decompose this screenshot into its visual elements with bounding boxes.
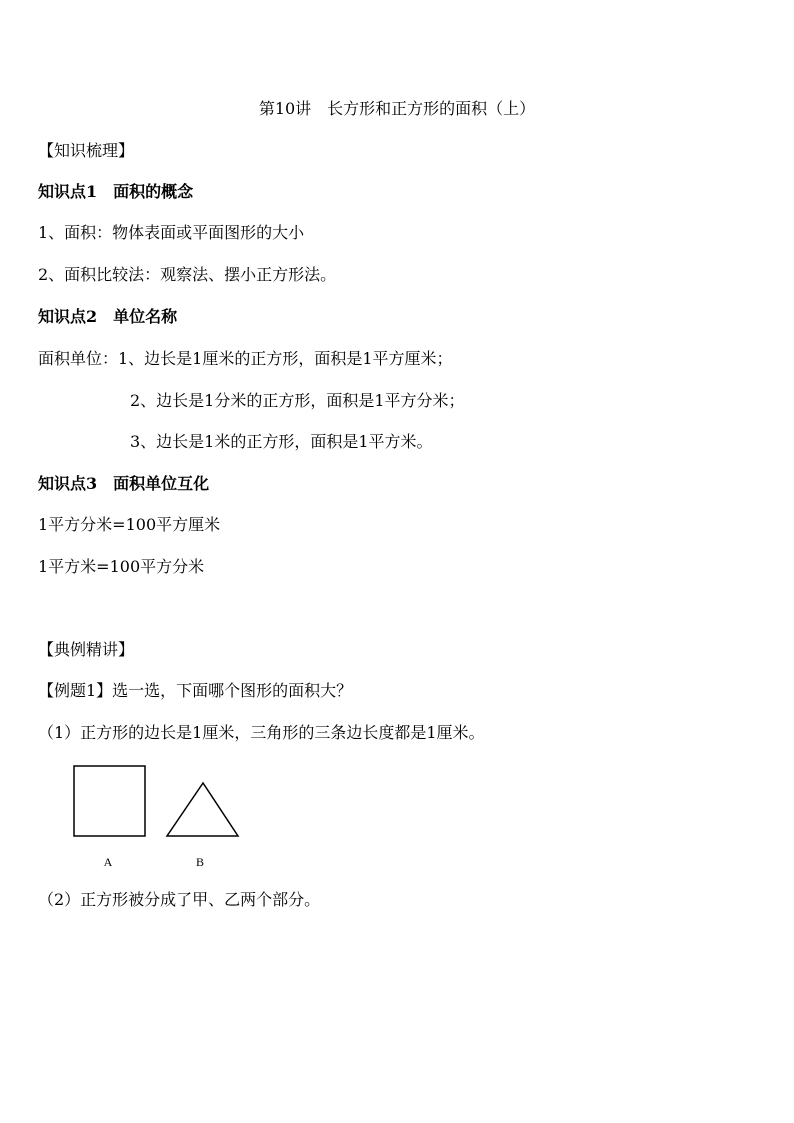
triangle-shape-b — [167, 783, 238, 836]
figure-label-b: B — [195, 855, 205, 869]
example1-figure — [70, 760, 250, 870]
kp2-line-3: 3、边长是1米的正方形，面积是1平方米。 — [130, 432, 433, 451]
kp3-heading: 知识点3 面积单位互化 — [38, 474, 210, 493]
kp3-line-1: 1平方分米=100平方厘米 — [38, 515, 221, 534]
kp2-line-1: 面积单位：1、边长是1厘米的正方形，面积是1平方厘米； — [38, 349, 453, 368]
kp1-line-2: 2、面积比较法：观察法、摆小正方形法。 — [38, 265, 337, 284]
example1-part1: （1）正方形的边长是1厘米，三角形的三条边长度都是1厘米。 — [38, 723, 485, 742]
square-shape-a — [74, 766, 145, 836]
kp1-line-1: 1、面积：物体表面或平面图形的大小 — [38, 223, 305, 242]
example1-question: 【例题1】选一选，下面哪个图形的面积大？ — [38, 681, 353, 700]
knowledge-section-header: 【知识梳理】 — [38, 141, 135, 160]
kp2-heading: 知识点2 单位名称 — [38, 307, 178, 326]
kp1-heading: 知识点1 面积的概念 — [38, 182, 194, 201]
page-title: 第10讲 长方形和正方形的面积（上） — [258, 99, 536, 118]
examples-section-header: 【典例精讲】 — [38, 640, 135, 659]
figure-label-a: A — [103, 855, 113, 869]
example1-part2: （2）正方形被分成了甲、乙两个部分。 — [38, 890, 321, 909]
kp2-line-2: 2、边长是1分米的正方形，面积是1平方分米； — [130, 391, 465, 410]
kp3-line-2: 1平方米=100平方分米 — [38, 557, 205, 576]
